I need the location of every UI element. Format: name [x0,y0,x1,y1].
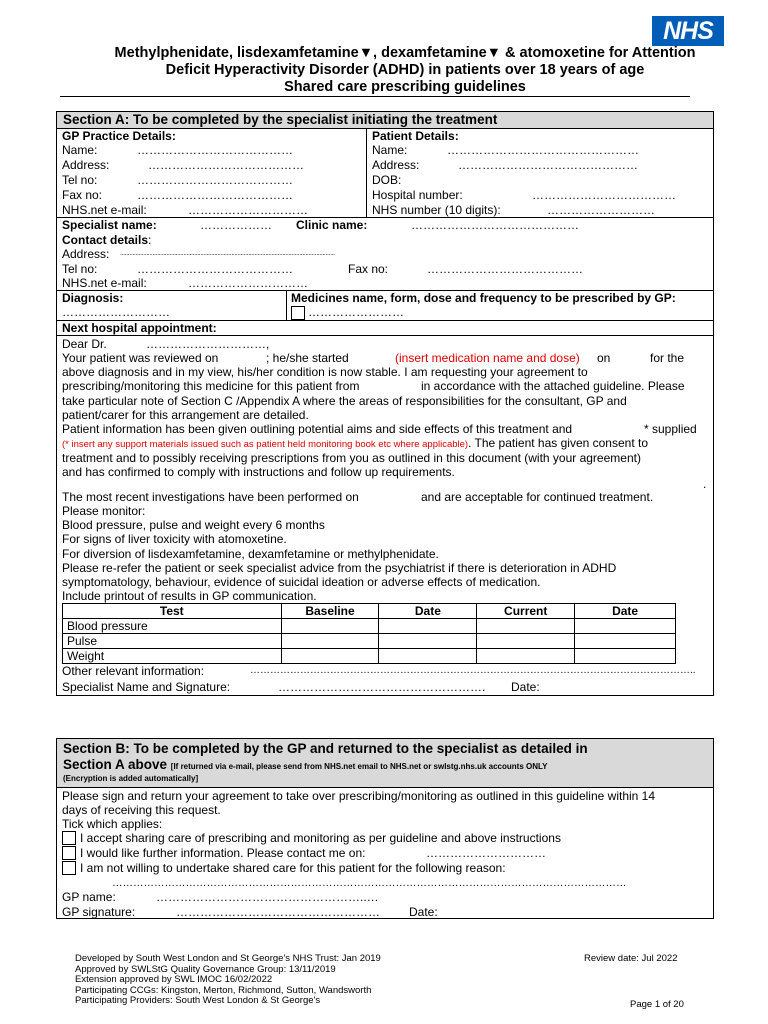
column-header: Date [575,604,676,619]
gp-signature-field[interactable]: …………………………………………… [176,905,380,919]
more-info-option-label: I would like further information. Please contact me on: [80,846,366,860]
gp-name-field[interactable]: ………………………………… [137,143,293,157]
gp-name-field[interactable]: ……………………………………………..… [156,890,379,904]
specialist-tel-field[interactable]: ………………………………… [137,262,293,276]
section-b-instructions: days of receiving this request. [62,803,221,817]
letter-text: ; he/she started [266,351,349,365]
gp-fax-field[interactable]: ………………………………… [137,188,293,202]
specialist-signature-date-label: Date: [511,680,540,694]
monitoring-results-table [62,603,676,664]
gp-signature-date-label: Date: [409,905,438,919]
gp-patient-divider [366,129,367,217]
title-line-3: Shared care prescribing guidelines [284,79,526,95]
table-cell[interactable] [281,619,379,634]
monitor-text: Please re-refer the patient or seek specialist advice from the psychiatrist if there is deterioration in ADHD [62,561,617,575]
hospital-number-label: Hospital number: [372,188,463,202]
test-name-cell: Pulse [63,634,282,649]
gp-name-label: GP name: [62,890,116,904]
table-cell[interactable] [281,634,379,649]
next-appointment-label: Next hospital appointment: [62,321,217,335]
gp-name-label: Name: [62,143,98,157]
table-row [63,634,676,649]
table-cell[interactable] [281,649,379,664]
nhs-number-label: NHS number (10 digits): [372,203,501,217]
gp-address-label: Address: [62,158,110,172]
gp-email-field[interactable]: ………………………… [188,203,308,217]
medicines-label: Medicines name, form, dose and frequency to be prescribed by GP: [291,291,676,305]
more-info-checkbox[interactable] [62,846,76,860]
letter-text: above diagnosis and in my view, his/her condition is now stable. I am requesting your agreement to [62,365,588,379]
monitor-text: For diversion of lisdexamfetamine, dexamfetamine or methylphenidate. [62,547,439,561]
footer-info [75,954,381,1007]
letter-text: and has confirmed to comply with instructions and follow up requirements. [62,465,455,479]
section-a-header [57,112,713,129]
specialist-name-field[interactable]: ……………… [200,218,272,232]
hospital-number-field[interactable]: ……………………………… [532,188,676,202]
letter-text: take particular note of Section C /Appendix A where the areas of responsibilities for the consultant, GP and [62,394,627,408]
gp-practice-heading: GP Practice Details: [62,129,176,143]
stray-dot: . [703,477,707,491]
specialist-name-label: Specialist name: [62,218,157,232]
title-divider [60,96,690,97]
decline-reason-field[interactable]: ………………………………………………………………………………………………………………………………… [112,877,627,889]
clinic-name-field[interactable]: …………………………………… [411,218,579,232]
table-cell[interactable] [477,634,575,649]
gp-signature-label: GP signature: [62,905,136,919]
test-name-cell: Blood pressure [63,619,282,634]
footer-line: Approved by SWLStG Quality Governance Group: 13/11/2019 [75,963,336,975]
footer-line: Extension approved by SWL IMOC 16/02/2022 [75,974,273,985]
decline-checkbox[interactable] [62,861,76,875]
contact-colon: : [148,233,152,247]
test-name-cell: Weight [63,649,282,664]
section-b-instructions: Please sign and return your agreement to take over prescribing/monitoring as outlined in this guideline within 14 [62,789,656,803]
footer-line: Developed by South West London and St George's NHS Trust: Jan 2019 [75,953,381,964]
footer-line: Participating CCGs: Kingston, Merton, Richmond, Sutton, Wandsworth [75,984,372,996]
dear-field[interactable]: …………………………, [146,337,270,351]
letter-text: Patient information has been given outlining potential aims and side effects of this treatment and [62,422,573,436]
table-cell[interactable] [477,649,575,664]
letter-text: patient/carer for this arrangement are detailed. [62,408,309,422]
letter-text: for the [650,351,685,365]
table-cell[interactable] [575,634,676,649]
gp-email-label: NHS.net e-mail: [62,203,147,217]
patient-name-field[interactable]: ………………………………………… [447,143,639,157]
patient-address-label: Address: [372,158,420,172]
other-info-field[interactable]: …………………………………………………………………………………………………………………….. [250,665,696,676]
decline-option-label: I am not willing to undertake shared care for this patient for the following reason: [80,861,506,875]
clinic-name-label: Clinic name: [296,218,368,232]
monitor-text: For signs of liver toxicity with atomoxetine. [62,532,287,546]
gp-address-field[interactable]: ………………………………… [148,158,304,172]
specialist-email-field[interactable]: ………………………… [188,276,308,290]
table-header-row [63,604,676,619]
page-number: Page 1 of 20 [630,999,684,1010]
letter-text: . The patient has given consent to [468,436,648,450]
letter-text: in accordance with the attached guideline. Please [421,379,685,393]
contact-details-label: Contact details [62,233,149,247]
column-header: Baseline [281,604,379,619]
title-line-2: Deficit Hyperactivity Disorder (ADHD) in patients over 18 years of age [165,62,645,78]
section-b-header [57,739,713,788]
gp-tel-label: Tel no: [62,173,98,187]
specialist-fax-field[interactable]: ………………………………… [427,262,583,276]
section-b-title-line-2: Section A above [63,757,168,772]
specialist-signature-field[interactable]: ……………………………………………. [278,680,486,694]
gp-fax-label: Fax no: [62,188,103,202]
letter-text: prescribing/monitoring this medicine for this patient from [62,379,360,393]
patient-name-label: Name: [372,143,408,157]
accept-option-label: I accept sharing care of prescribing and monitoring as per guideline and above instructions [80,831,561,845]
gp-tel-field[interactable]: ………………………………… [137,173,293,187]
footer-line: Participating Providers: South West London & St George's [75,995,321,1006]
letter-text: * supplied [644,422,697,436]
dear-label: Dear Dr. [62,337,107,351]
medicines-checkbox[interactable] [291,306,305,320]
document-title [60,45,750,96]
tick-label: Tick which applies: [62,817,163,831]
table-cell[interactable] [575,649,676,664]
column-header: Date [379,604,477,619]
patient-address-field[interactable]: ……………………………………… [458,158,638,172]
encryption-note: (Encryption is added automatically] [63,774,199,783]
column-header: Test [63,604,282,619]
diagnosis-divider [286,290,287,320]
nhs-logo: NHS [652,16,724,46]
medicines-field[interactable]: …………………… [308,305,404,319]
specialist-address-field[interactable]: ........................................................................................................................................... [120,250,335,257]
other-info-label: Other relevant information: [62,664,205,678]
table-row [63,619,676,634]
monitor-text: Please monitor: [62,504,146,518]
table-cell[interactable] [379,619,477,634]
patient-dob-label: DOB: [372,173,402,187]
table-cell[interactable] [575,619,676,634]
table-cell[interactable] [379,634,477,649]
column-header: Current [477,604,575,619]
specialist-signature-label: Specialist Name and Signature: [62,680,231,694]
monitor-text: Blood pressure, pulse and weight every 6 months [62,518,325,532]
table-cell[interactable] [477,619,575,634]
table-cell[interactable] [379,649,477,664]
patient-heading: Patient Details: [372,129,459,143]
specialist-tel-label: Tel no: [62,262,98,276]
nhs-number-field[interactable]: ……………………… [547,203,655,217]
medication-instruction: (insert medication name and dose) [395,351,580,365]
letter-text: on [597,351,611,365]
table-row [63,649,676,664]
section-b-title-line-1: Section B: To be completed by the GP and returned to the specialist as detailed in [63,741,588,756]
investigations-text: The most recent investigations have been performed on [62,490,359,504]
accept-checkbox[interactable] [62,831,76,845]
diagnosis-label: Diagnosis: [62,291,124,305]
diagnosis-field[interactable]: ……………………… [62,305,170,319]
section-a-title: Section A: To be completed by the specialist initiating the treatment [63,112,498,127]
monitor-text: Include printout of results in GP communication. [62,589,317,603]
specialist-fax-label: Fax no: [348,262,389,276]
email-note: [If returned via e-mail, please send from NHS.net email to NHS.net or swlstg.nhs.uk accounts ONLY [170,762,548,771]
specialist-address-label: Address: [62,247,110,261]
title-line-1: Methylphenidate, lisdexamfetamine▼, dexamfetamine▼ & atomoxetine for Attention [114,45,696,61]
support-materials-instruction: (* insert any support materials issued such as patient held monitoring book etc where applicable) [62,439,469,450]
specialist-email-label: NHS.net e-mail: [62,276,147,290]
review-date: Review date: Jul 2022 [584,953,678,964]
contact-field[interactable]: ………………………… [426,846,546,860]
letter-text: treatment and to possibly receiving prescriptions from you as outlined in this document (with your agreement) [62,451,641,465]
letter-text: Your patient was reviewed on [62,351,219,365]
investigations-text: and are acceptable for continued treatment. [421,490,654,504]
row-divider [56,335,714,336]
monitor-text: symptomatology, behaviour, evidence of suicidal ideation or adverse effects of medication. [62,575,541,589]
